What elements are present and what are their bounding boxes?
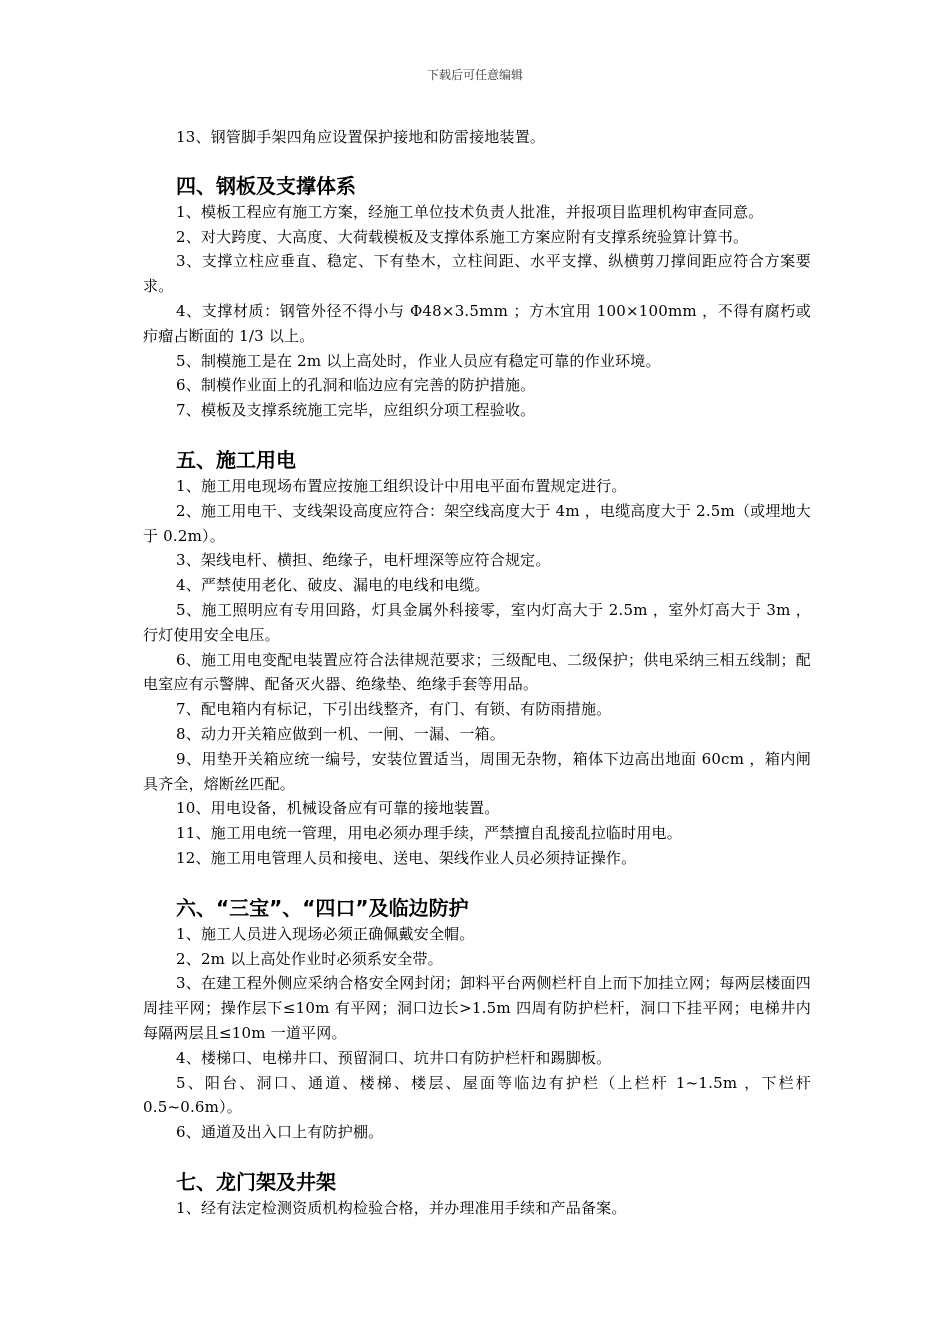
section-4-item: 5、制模施工是在 2m 以上高处时，作业人员应有稳定可靠的作业环境。	[176, 351, 661, 370]
paragraph-intro-13: 13、钢管脚手架四角应设置保护接地和防雷接地装置。	[176, 128, 546, 146]
section-5-item: 4、严禁使用老化、破皮、漏电的电线和电缆。	[176, 576, 490, 595]
section-7	[143, 1168, 811, 1221]
section-7-heading: 七、龙门架及井架	[176, 1169, 336, 1194]
section-5	[143, 446, 811, 871]
section-5-item: 3、架线电杆、横担、绝缘子，电杆埋深等应符合规定。	[176, 551, 551, 570]
section-7-item: 1、经有法定检测资质机构检验合格，并办理准用手续和产品备案。	[176, 1198, 627, 1217]
section-4-item: 1、模板工程应有施工方案，经施工单位技术负责人批准，并报项目监理机构审查同意。	[176, 202, 764, 221]
section-6-item: 5、阳台、洞口、通道、楼梯、楼层、屋面等临边有护栏（上栏杆 1~1.5m ，下栏杆 0.5~0.6m）。	[143, 1073, 811, 1117]
section-5-item: 6、施工用电变配电装置应符合法律规范要求；三级配电、二级保护；供电采纳三相五线制；配电室应有示警牌、配备灭火器、绝缘垫、绝缘手套等用品。	[143, 650, 811, 694]
section-5-item: 8、动力开关箱应做到一机、一闸、一漏、一箱。	[176, 724, 505, 743]
section-4-item: 7、模板及支撑系统施工完毕，应组织分项工程验收。	[176, 401, 536, 420]
section-5-item: 11、施工用电统一管理，用电必须办理手续，严禁擅自乱接乱拉临时用电。	[176, 824, 682, 843]
section-6-item: 1、施工人员进入现场必须正确佩戴安全帽。	[176, 924, 475, 943]
section-4-item: 4、支撑材质：钢管外径不得小与 Φ48×3.5mm ；方木宜用 100×100mm ，不得有腐朽或疖瘤占断面的 1/3 以上。	[143, 301, 811, 345]
section-5-item: 1、施工用电现场布置应按施工组织设计中用电平面布置规定进行。	[176, 476, 627, 495]
section-5-item: 12、施工用电管理人员和接电、送电、架线作业人员必须持证操作。	[176, 848, 637, 867]
section-6-item: 3、在建工程外侧应采纳合格安全网封闭；卸料平台两侧栏杆自上而下加挂立网；每两层楼面四周挂平网；操作层下≤10m 有平网；洞口边长>1.5m 四周有防护栏杆，洞口下挂平网；电梯井内每隔两层且≤10m 一道平网。	[143, 974, 811, 1042]
section-6-item: 2、2m 以上高处作业时必须系安全带。	[176, 949, 443, 968]
section-4-item: 6、制模作业面上的孔洞和临边应有完善的防护措施。	[176, 376, 536, 395]
section-5-item: 9、用垫开关箱应统一编号，安装位置适当，周围无杂物，箱体下边高出地面 60cm ，箱内闸具齐全，熔断丝匹配。	[143, 749, 811, 793]
section-5-item: 2、施工用电干、支线架设高度应符合：架空线高度大于 4m ，电缆高度大于 2.5m（或埋地大于 0.2m）。	[143, 501, 811, 545]
section-4-item: 2、对大跨度、大高度、大荷载模板及支撑体系施工方案应附有支撑系统验算计算书。	[176, 227, 749, 246]
section-6-item: 6、通道及出入口上有防护棚。	[176, 1123, 384, 1142]
section-4-heading: 四、钢板及支撑体系	[176, 173, 356, 198]
section-5-item: 5、施工照明应有专用回路，灯具金属外科接零，室内灯高大于 2.5m ，室外灯高大于 3m ，行灯使用安全电压。	[143, 600, 811, 644]
document-body	[143, 125, 811, 1221]
section-5-item: 7、配电箱内有标记，下引出线整齐，有门、有锁、有防雨措施。	[176, 700, 612, 719]
section-6-heading: 六、“三宝”、“四口”及临边防护	[176, 895, 469, 920]
section-5-heading: 五、施工用电	[176, 447, 296, 472]
section-4	[143, 172, 811, 423]
section-5-item: 10、用电设备，机械设备应有可靠的接地装置。	[176, 799, 500, 818]
section-6	[143, 894, 811, 1145]
section-6-item: 4、楼梯口、电梯井口、预留洞口、坑井口有防护栏杆和踢脚板。	[176, 1048, 612, 1067]
section-4-item: 3、支撑立柱应垂直、稳定、下有垫木，立柱间距、水平支撑、纵横剪刀撑间距应符合方案要求。	[143, 252, 811, 296]
page-header: 下载后可任意编辑	[426, 68, 523, 82]
